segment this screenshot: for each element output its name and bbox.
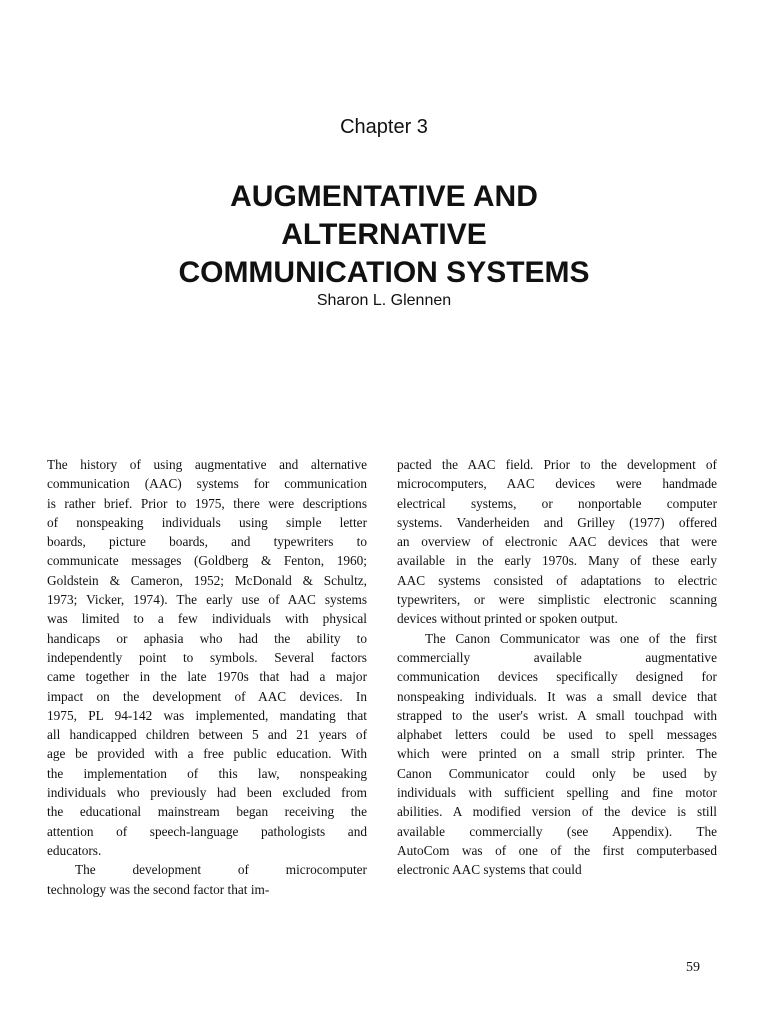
text-line: communicate messages (Goldberg & Fenton, 1960; — [47, 553, 367, 569]
text-line: all handicapped children between 5 and 21 years of — [47, 727, 367, 743]
text-line: strapped to the user's wrist. A small touchpad with — [397, 707, 717, 723]
chapter-title-line: AUGMENTATIVE AND — [230, 180, 538, 213]
text-line: boards, picture boards, and typewriters to — [47, 534, 367, 550]
text-line: abilities. A modified version of the device is still — [397, 804, 717, 820]
text-line: handicaps or aphasia who had the ability to — [47, 630, 367, 646]
right-text-column — [397, 455, 717, 880]
text-line: commercially available augmentative — [397, 649, 717, 665]
text-line: the educational mainstream began receiving the — [47, 804, 367, 820]
text-line: The history of using augmentative and alternative — [47, 457, 367, 472]
text-line: electrical systems, or nonportable computer — [397, 495, 717, 511]
chapter-title-line: COMMUNICATION SYSTEMS — [178, 256, 590, 289]
text-line: Canon Communicator could only be used by — [397, 765, 717, 781]
text-line: devices without printed or spoken output. — [397, 611, 618, 627]
chapter-title-line: ALTERNATIVE — [281, 218, 487, 251]
text-line: communication devices specifically designed for — [397, 669, 717, 685]
text-line: systems. Vanderheiden and Grilley (1977) offered — [397, 514, 717, 530]
text-line: individuals who previously had been excluded from — [47, 785, 367, 801]
text-line: is rather brief. Prior to 1975, there were descriptions — [47, 495, 367, 511]
text-line: The Canon Communicator was one of the first — [425, 630, 717, 646]
text-line: individuals with sufficient spelling and fine motor — [397, 785, 717, 801]
text-line: was limited to a few individuals with physical — [47, 611, 367, 627]
text-line: 1973; Vicker, 1974). The early use of AAC systems — [47, 592, 367, 608]
page-number: 59 — [686, 960, 700, 975]
text-line: attention of speech-language pathologists and — [47, 823, 367, 839]
text-line: available commercially (see Appendix). The — [397, 823, 717, 839]
text-line: age be provided with a free public education. With — [47, 746, 367, 762]
text-line: independently point to symbols. Several factors — [47, 649, 367, 665]
text-line: Goldstein & Cameron, 1952; McDonald & Schultz, — [47, 572, 367, 588]
text-line: The development of microcomputer — [75, 862, 367, 878]
text-line: which were printed on a small strip printer. The — [397, 746, 717, 762]
left-text-column — [47, 455, 367, 899]
text-line: available in the early 1970s. Many of these early — [397, 553, 717, 569]
text-line: AutoCom was of one of the first computerbased — [397, 842, 717, 858]
text-line: educators. — [47, 842, 102, 858]
text-line: pacted the AAC field. Prior to the development of — [397, 457, 717, 472]
text-line: alphabet letters could be used to spell messages — [397, 727, 717, 743]
author-name: Sharon L. Glennen — [316, 292, 452, 309]
chapter-title — [0, 178, 768, 292]
text-line: communication (AAC) systems for communication — [47, 476, 367, 492]
text-line: an overview of electronic AAC devices that were — [397, 534, 717, 550]
text-line: electronic AAC systems that could — [397, 862, 582, 878]
text-line: nonspeaking individuals. It was a small device that — [397, 688, 717, 704]
text-line: AAC systems consisted of adaptations to electric — [397, 572, 717, 588]
text-line: typewriters, or were simplistic electronic scanning — [397, 592, 717, 608]
text-line: technology was the second factor that im- — [47, 881, 270, 897]
text-line: came together in the late 1970s that had a major — [47, 669, 367, 685]
text-line: impact on the development of AAC devices. In — [47, 688, 367, 704]
text-line: microcomputers, AAC devices were handmade — [397, 476, 717, 492]
text-line: 1975, PL 94-142 was implemented, mandating that — [47, 707, 367, 723]
chapter-label: Chapter 3 — [340, 116, 428, 138]
text-line: of nonspeaking individuals using simple letter — [47, 514, 367, 530]
text-line: the implementation of this law, nonspeaking — [47, 765, 367, 781]
